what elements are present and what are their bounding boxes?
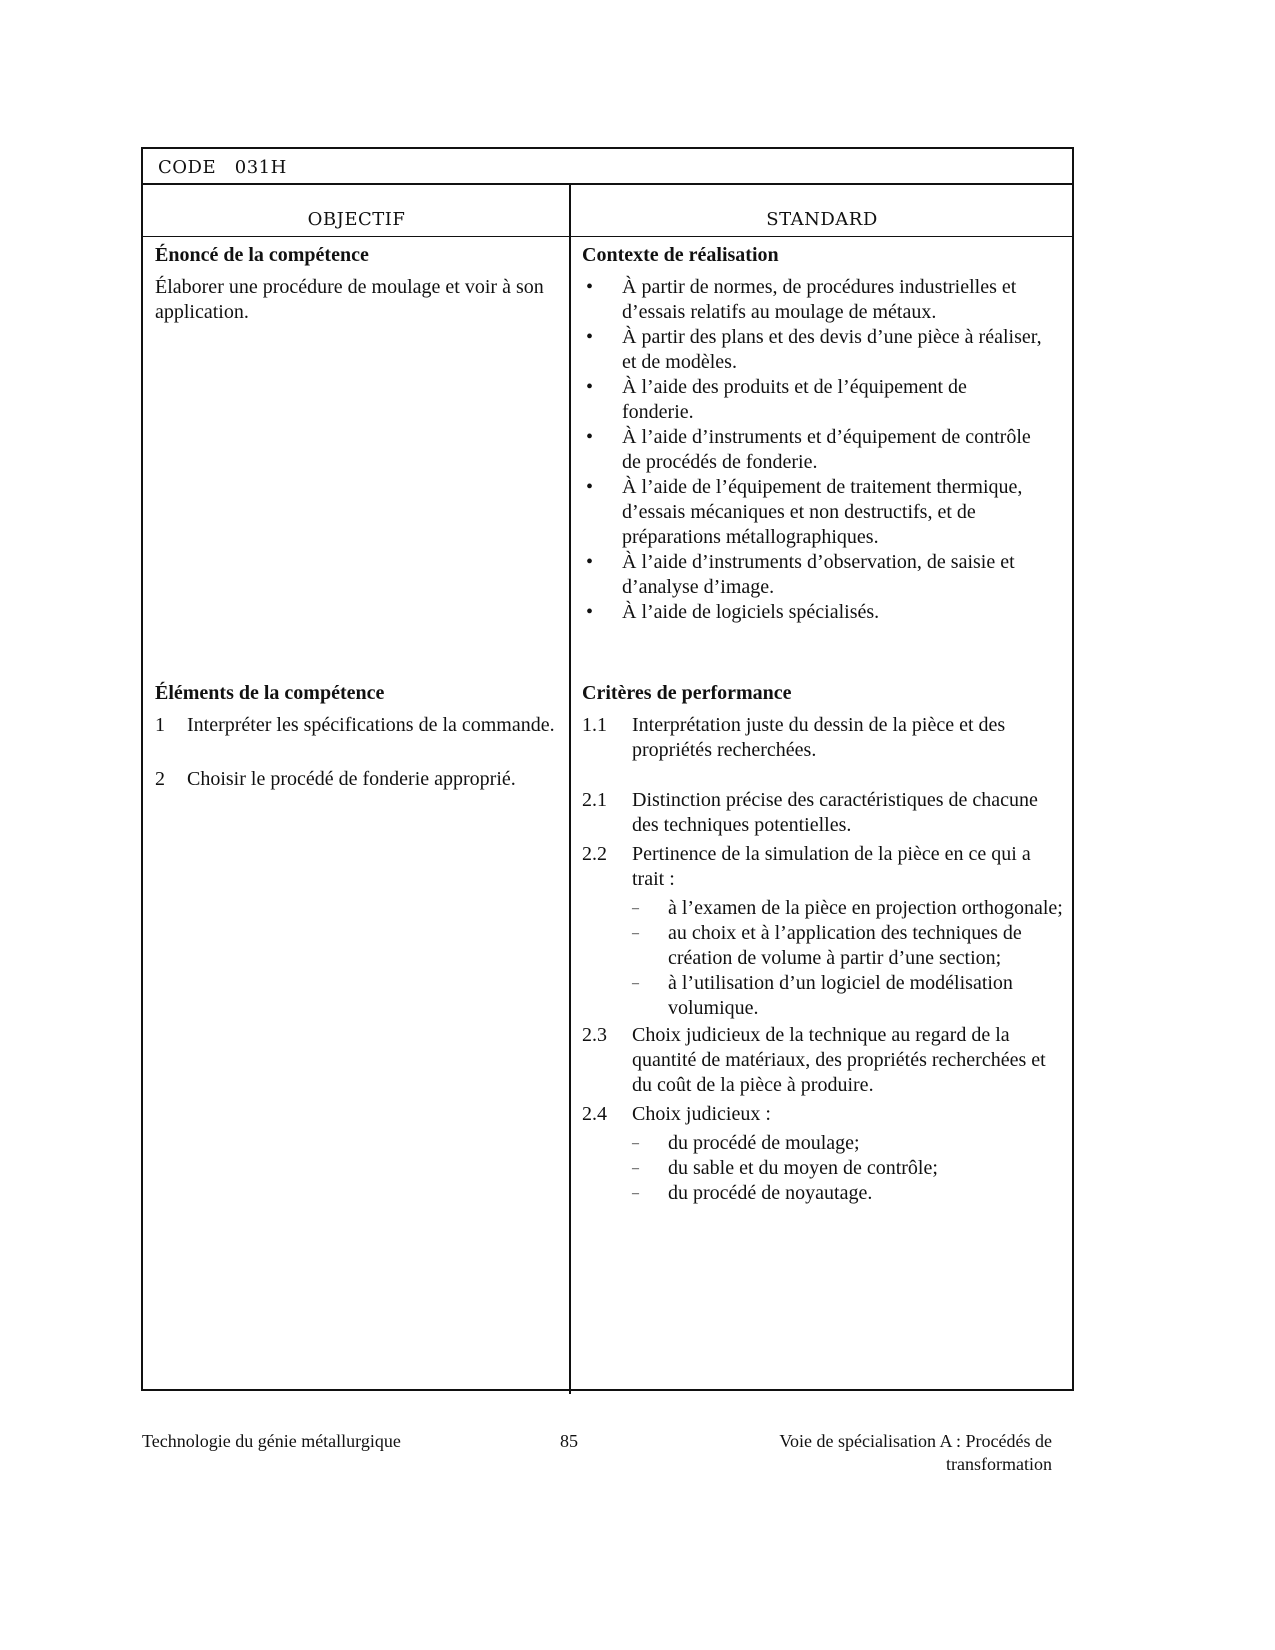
element-text: Choisir le procédé de fonderie approprié. [187,768,516,790]
critere-number: 2.4 [582,1103,607,1125]
dash-icon: – [632,1161,639,1176]
critere-2-1 [582,788,1067,838]
contexte-item-text: À partir des plans et des devis d’une pièce à réaliser, et de modèles. [622,326,1042,373]
bullet-icon: • [586,326,594,348]
critere-text: Choix judicieux de la technique au regard de la quantité de matériaux, des propriétés recherchées et du coût de la pièce à produire. [632,1024,1046,1096]
critere-text: Pertinence de la simulation de la pièce en ce qui a trait : [632,843,1031,890]
code-label: CODE [158,157,217,178]
critere-number: 2.3 [582,1024,607,1046]
header-objectif: OBJECTIF [307,209,406,230]
contexte-item [582,475,1042,550]
critere-text: Interprétation juste du dessin de la pièce et des propriétés recherchées. [632,714,1006,761]
critere-subitem [632,896,1067,921]
critere-2-3 [582,1023,1067,1098]
critere-text: Choix judicieux : [632,1103,771,1125]
critere-number: 2.2 [582,843,607,865]
element-number: 2 [155,768,165,790]
table-border-bottom [141,1389,1074,1391]
critere-subitem [632,971,1067,1021]
contexte-item [582,275,1042,325]
critere-subitem-text: à l’examen de la pièce en projection orthogonale; [668,897,1063,919]
critere-subitem-text: à l’utilisation d’un logiciel de modélisation volumique. [668,972,1013,1019]
critere-subitem [632,1156,1067,1181]
contexte-item-text: À l’aide de l’équipement de traitement thermique, d’essais mécaniques et non destructifs, et de préparations métallographiques. [622,476,1023,548]
contexte-title: Contexte de réalisation [582,244,779,266]
critere-subitem [632,1181,1067,1206]
contexte-item [582,425,1042,475]
contexte-item-text: À partir de normes, de procédures industrielles et d’essais relatifs au moulage de métaux. [622,276,1017,323]
contexte-item-text: À l’aide d’instruments et d’équipement de contrôle de procédés de fonderie. [622,426,1031,473]
contexte-item [582,375,1042,425]
contexte-item [582,600,1042,625]
code-value: 031H [234,157,287,178]
bullet-icon: • [586,601,594,623]
element-item [155,713,565,738]
critere-number: 2.1 [582,789,607,811]
code-row-divider [141,183,1074,185]
criteres-title: Critères de performance [582,682,792,704]
dash-icon: – [632,1136,639,1151]
critere-2-4 [582,1102,1067,1127]
contexte-section [582,243,1042,625]
code-row [158,155,287,180]
contexte-item [582,325,1042,375]
critere-subitem [632,921,1067,971]
critere-2-2 [582,842,1067,892]
contexte-item-text: À l’aide des produits et de l’équipement de fonderie. [622,376,967,423]
dash-icon: – [632,926,639,941]
bullet-icon: • [586,276,594,298]
dash-icon: – [632,901,639,916]
contexte-item [582,550,1042,600]
contexte-item-text: À l’aide de logiciels spécialisés. [622,601,880,623]
elements-title: Éléments de la compétence [155,682,385,704]
critere-subitem-text: du sable et du moyen de contrôle; [668,1157,938,1179]
header-row-divider [141,236,1074,237]
element-item [155,767,565,792]
dash-icon: – [632,976,639,991]
contexte-item-text: À l’aide d’instruments d’observation, de saisie et d’analyse d’image. [622,551,1015,598]
enonce-text: Élaborer une procédure de moulage et voir à son application. [155,276,544,323]
critere-1-1 [582,713,1067,763]
bullet-icon: • [586,376,594,398]
critere-subitem-text: du procédé de moulage; [668,1132,860,1154]
element-number: 1 [155,714,165,736]
elements-section [155,681,565,792]
dash-icon: – [632,1186,639,1201]
bullet-icon: • [586,476,594,498]
critere-number: 1.1 [582,714,607,736]
bullet-icon: • [586,426,594,448]
table-border-top [141,147,1074,149]
footer-right: Voie de spécialisation A : Procédés de transformation [779,1431,1052,1474]
criteres-section [582,681,1067,1206]
enonce-section [155,243,555,325]
column-divider [569,184,571,1394]
critere-subitem-text: du procédé de noyautage. [668,1182,873,1204]
critere-subitem [632,1131,1067,1156]
critere-subitem-text: au choix et à l’application des techniques de création de volume à partir d’une section; [668,922,1022,969]
enonce-title: Énoncé de la compétence [155,244,369,266]
critere-text: Distinction précise des caractéristiques de chacune des techniques potentielles. [632,789,1038,836]
table-border-left [141,147,143,1391]
bullet-icon: • [586,551,594,573]
header-standard: STANDARD [766,209,878,230]
element-text: Interpréter les spécifications de la commande. [187,714,555,736]
footer-left: Technologie du génie métallurgique [142,1431,401,1451]
table-border-right [1072,147,1074,1391]
footer-page-number: 85 [560,1431,578,1451]
